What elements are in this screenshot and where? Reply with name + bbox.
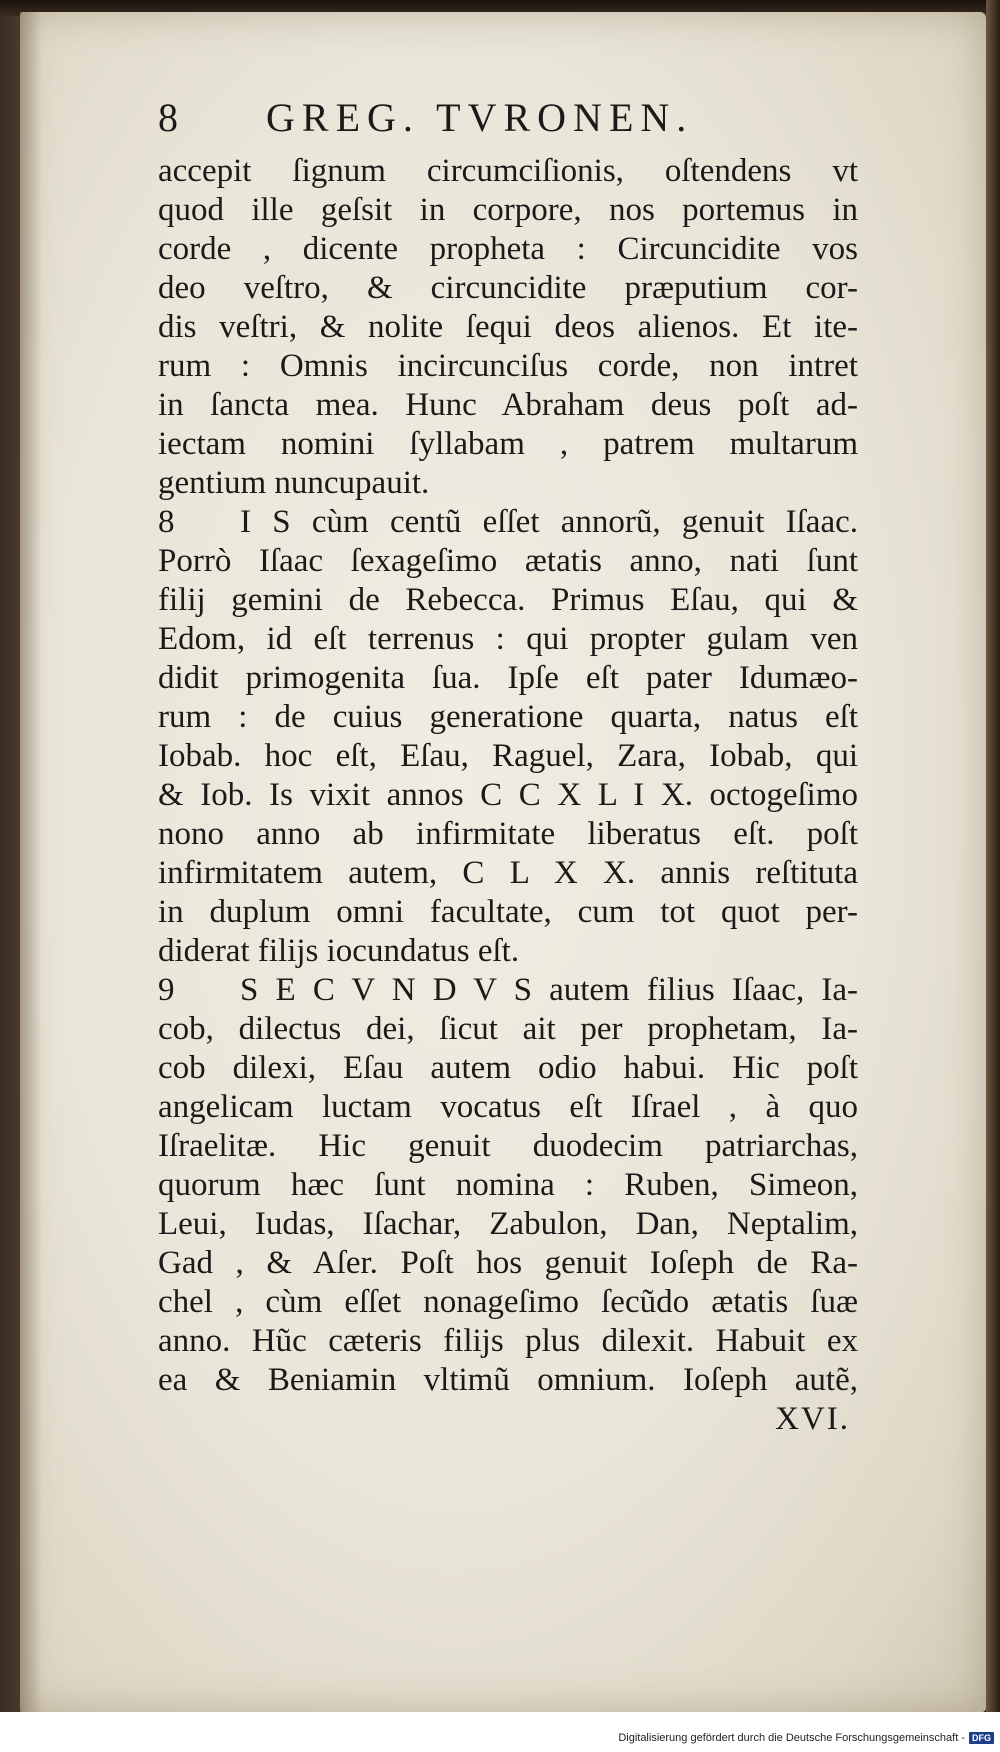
text-line: corde , dicente propheta : Circuncidite vos [158, 231, 858, 267]
text-line: gentium nuncupauit. [158, 465, 430, 501]
text-line: quorum hæc ſunt nomina : Ruben, Simeon, [158, 1167, 858, 1203]
paragraph-9-first-line [158, 971, 858, 1010]
text-line: didit primogenita ſua. Ipſe eſt pater Idumæo- [158, 660, 858, 696]
text-line: accepit ſignum circumciſionis, oſtendens vt [158, 153, 858, 189]
text-line: S E C V N D V S autem filius Iſaac, Ia- [240, 972, 858, 1008]
text-line: filij gemini de Rebecca. Primus Eſau, qui & [158, 582, 858, 618]
text-line: deo veſtro, & circuncidite præputium cor- [158, 270, 858, 306]
text-line: cob, dilectus dei, ſicut ait per prophetam, Ia- [158, 1011, 858, 1047]
running-title: GREG. TVRONEN. [266, 95, 694, 140]
catchword: XVI. [775, 1401, 850, 1437]
text-line: dis veſtri, & nolite ſequi deos alienos. Et ite- [158, 309, 858, 345]
text-line: in duplum omni facultate, cum tot quot per- [158, 894, 858, 930]
paragraph-number: 8 [158, 504, 175, 540]
text-line: & Iob. Is vixit annos C C X L I X. octogeſimo [158, 777, 858, 813]
text-line: Iſraelitæ. Hic genuit duodecim patriarchas, [158, 1128, 858, 1164]
text-line: Leui, Iudas, Iſachar, Zabulon, Dan, Neptalim, [158, 1206, 858, 1242]
digitization-credit [618, 1732, 994, 1744]
paragraph-8-first-line [158, 503, 858, 542]
text-line: angelicam luctam vocatus eſt Iſrael , à quo [158, 1089, 858, 1125]
text-line: Edom, id eſt terrenus : qui propter gulam ven [158, 621, 858, 657]
text-line: chel , cùm eſſet nonageſimo ſecũdo ætatis ſuæ [158, 1284, 858, 1320]
text-line: quod ille geſsit in corpore, nos portemus in [158, 192, 858, 228]
text-line: rum : de cuius generatione quarta, natus eſt [158, 699, 858, 735]
credit-text: Digitalisierung gefördert durch die Deutsche Forschungsgemeinschaft - [618, 1732, 965, 1744]
text-line: diderat filijs iocundatus eſt. [158, 933, 520, 969]
book-page [20, 12, 986, 1712]
footer-bar [0, 1712, 1000, 1752]
text-line: infirmitatem autem, C L X X. annis reſtituta [158, 855, 858, 891]
text-line: ea & Beniamin vltimũ omnium. Ioſeph autẽ, [158, 1362, 858, 1398]
text-line: iectam nomini ſyllabam , patrem multarum [158, 426, 858, 462]
text-line: cob dilexi, Eſau autem odio habui. Hic poſt [158, 1050, 858, 1086]
text-line: Porrò Iſaac ſexageſimo ætatis anno, nati ſunt [158, 543, 858, 579]
text-line: in ſancta mea. Hunc Abraham deus poſt ad- [158, 387, 858, 423]
dfg-logo: DFG [969, 1732, 994, 1744]
running-head [158, 94, 858, 154]
text-line: I S cùm centũ eſſet annorũ, genuit Iſaac. [240, 504, 858, 540]
body-text [158, 152, 858, 1439]
text-line: nono anno ab infirmitate liberatus eſt. poſt [158, 816, 858, 852]
text-line: Iobab. hoc eſt, Eſau, Raguel, Zara, Iobab, qui [158, 738, 858, 774]
book-fore-edge [986, 0, 1000, 1752]
text-line: Gad , & Aſer. Poſt hos genuit Ioſeph de Ra- [158, 1245, 858, 1281]
paragraph-number: 9 [158, 972, 175, 1008]
text-line: anno. Hũc cæteris filijs plus dilexit. Habuit ex [158, 1323, 858, 1359]
page-number: 8 [158, 95, 184, 140]
text-line: rum : Omnis incircunciſus corde, non intret [158, 348, 858, 384]
text-block [158, 94, 858, 1439]
